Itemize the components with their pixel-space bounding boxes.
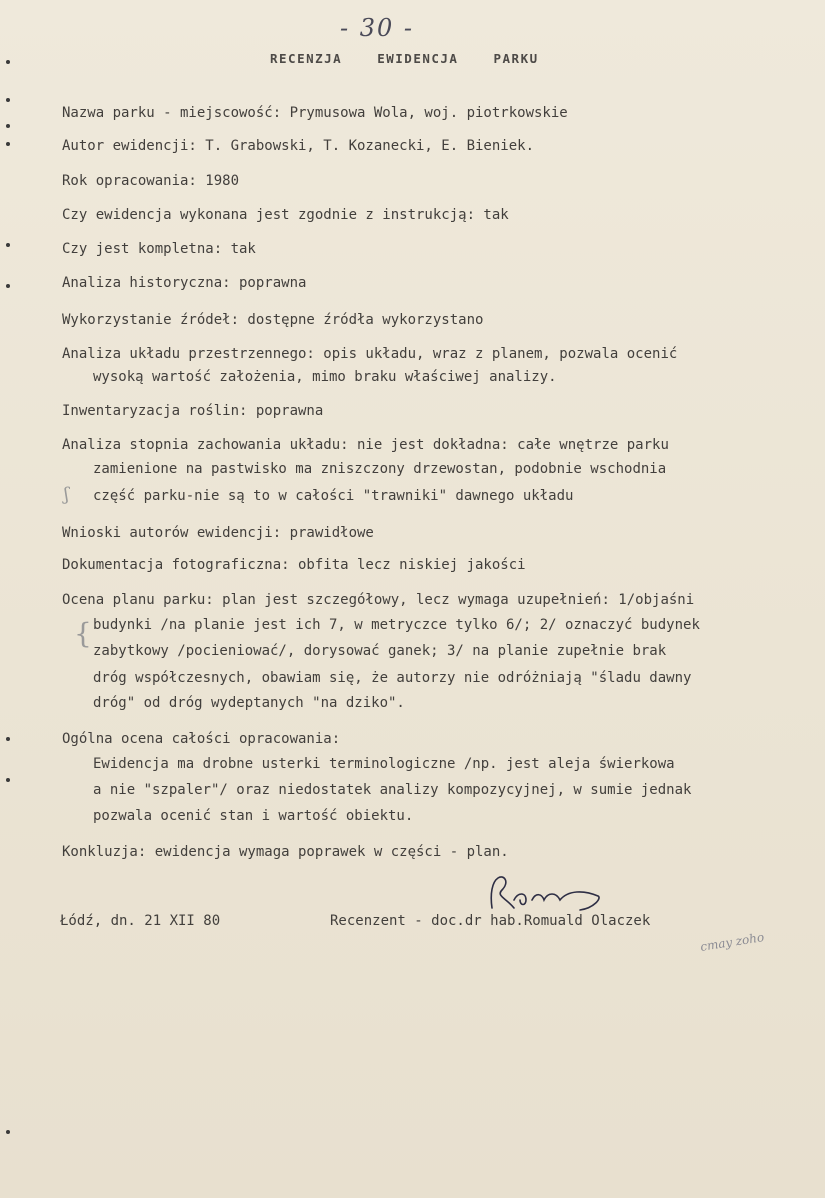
field-spatial-analysis-cont: wysoką wartość założenia, mimo braku właściwej analizy. [93, 369, 557, 385]
field-plan-assessment-cont: dróg współczesnych, obawiam się, że autorzy nie odróżniają "śladu dawny [93, 670, 692, 686]
margin-dot [6, 243, 10, 247]
field-plan-assessment-cont: dróg" od dróg wydeptanych "na dziko". [93, 695, 405, 711]
field-sources: Wykorzystanie źródeł: dostępne źródła wykorzystano [62, 312, 484, 328]
pencil-bracket: ʃ [64, 484, 69, 505]
field-year: Rok opracowania: 1980 [62, 173, 240, 189]
field-plan-assessment-cont: zabytkowy /pocieniować/, dorysować ganek; 3/ na planie zupełnie brak [93, 643, 667, 659]
field-spatial-analysis: Analiza układu przestrzennego: opis układu, wraz z planem, pozwala ocenić [62, 346, 678, 362]
margin-dot [6, 98, 10, 102]
field-park-name: Nazwa parku - miejscowość: Prymusowa Wola, woj. piotrkowskie [62, 105, 568, 121]
field-author: Autor ewidencji: T. Grabowski, T. Kozanecki, E. Bieniek. [62, 138, 535, 154]
field-preservation-analysis: Analiza stopnia zachowania układu: nie jest dokładna: całe wnętrze parku [62, 437, 669, 453]
margin-dot [6, 60, 10, 64]
field-historical-analysis: Analiza historyczna: poprawna [62, 275, 307, 291]
document-title: RECENZJA EWIDENCJA PARKU [270, 51, 539, 66]
footer-place-date: Łódź, dn. 21 XII 80 [60, 913, 221, 929]
field-conclusions: Wnioski autorów ewidencji: prawidłowe [62, 525, 374, 541]
pencil-bracket: { [74, 617, 92, 650]
field-overall-assessment-cont: a nie "szpaler"/ oraz niedostatek analizy kompozycyjnej, w sumie jednak [93, 782, 692, 798]
field-plan-assessment: Ocena planu parku: plan jest szczegółowy, lecz wymaga uzupełnień: 1/objaśni [62, 592, 695, 608]
page-number: - 30 - [340, 14, 415, 42]
field-overall-assessment-cont: pozwala ocenić stan i wartość obiektu. [93, 808, 414, 824]
field-preservation-analysis-cont: część parku-nie są to w całości "trawniki" dawnego układu [93, 488, 574, 504]
margin-dot [6, 1130, 10, 1134]
field-photo-documentation: Dokumentacja fotograficzna: obfita lecz niskiej jakości [62, 557, 526, 573]
handwritten-note: cmay zoho [699, 930, 766, 954]
field-plan-assessment-cont: budynki /na planie jest ich 7, w metryczce tylko 6/; 2/ oznaczyć budynek [93, 617, 700, 633]
field-instruction-compliance: Czy ewidencja wykonana jest zgodnie z instrukcją: tak [62, 207, 509, 223]
margin-dot [6, 778, 10, 782]
signature-mark [484, 872, 614, 918]
field-conclusion: Konkluzja: ewidencja wymaga poprawek w części - plan. [62, 844, 509, 860]
field-overall-assessment: Ogólna ocena całości opracowania: [62, 731, 341, 747]
field-plant-inventory: Inwentaryzacja roślin: poprawna [62, 403, 324, 419]
margin-dot [6, 737, 10, 741]
field-preservation-analysis-cont: zamienione na pastwisko ma zniszczony drzewostan, podobnie wschodnia [93, 461, 667, 477]
margin-dot [6, 124, 10, 128]
footer-reviewer: Recenzent - doc.dr hab.Romuald Olaczek [330, 913, 651, 929]
margin-dot [6, 142, 10, 146]
field-completeness: Czy jest kompletna: tak [62, 241, 256, 257]
margin-dot [6, 284, 10, 288]
field-overall-assessment-cont: Ewidencja ma drobne usterki terminologiczne /np. jest aleja świerkowa [93, 756, 675, 772]
